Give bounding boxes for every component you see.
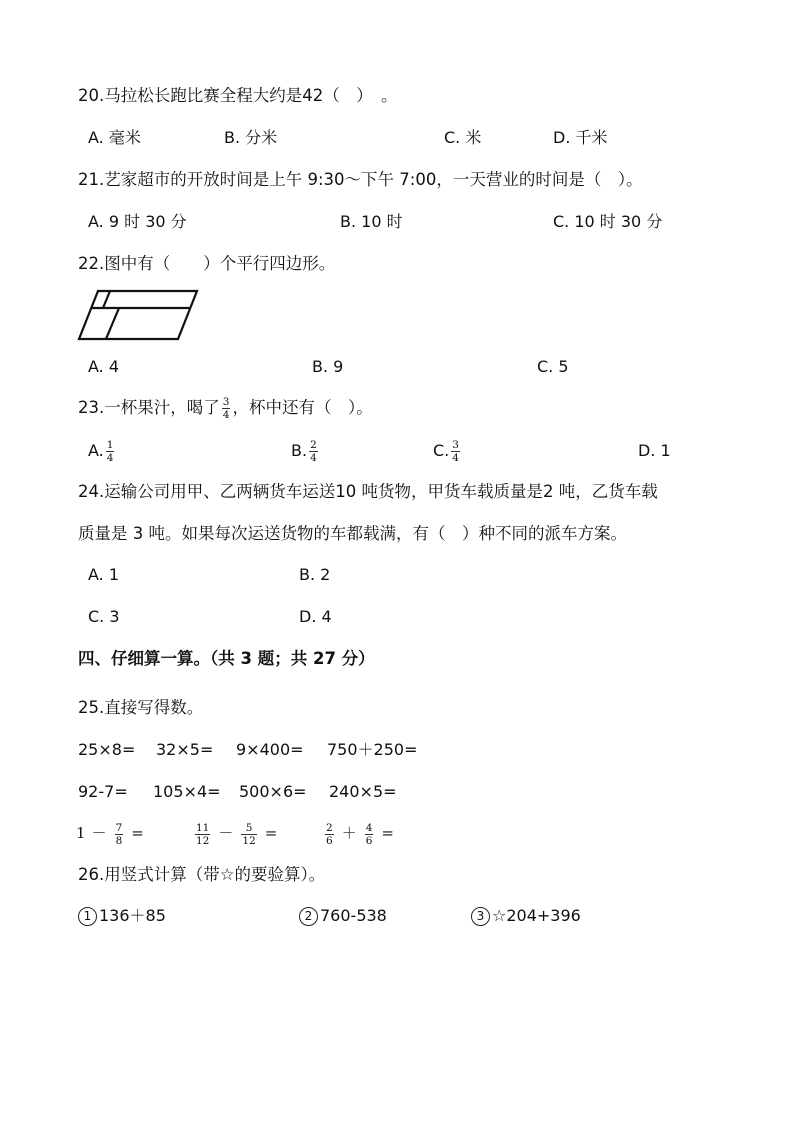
expr2-num1: 11 bbox=[196, 821, 210, 834]
q25-row3-expr3 bbox=[323, 816, 400, 850]
expr1-den: 8 bbox=[115, 834, 123, 847]
q23-option-b[interactable] bbox=[291, 436, 320, 466]
q23-option-a-num: 1 bbox=[106, 439, 114, 451]
q25-row2-item2: 105×4= bbox=[153, 782, 221, 801]
q23-option-c-fraction bbox=[451, 439, 460, 464]
q23-option-b-fraction bbox=[309, 439, 318, 464]
expr2-fraction2 bbox=[241, 822, 256, 847]
expr3-fraction1 bbox=[325, 822, 334, 847]
q23-text-before: 23.一杯果汁，喝了 bbox=[78, 398, 220, 417]
expr3-num2: 4 bbox=[365, 821, 373, 834]
q25-row1-item4: 750＋250= bbox=[327, 740, 418, 759]
expr1-lead: 1 bbox=[76, 824, 86, 842]
q25-row3-expr1 bbox=[76, 816, 150, 850]
q23-option-a-fraction bbox=[106, 439, 115, 464]
q23-option-a-label: A. bbox=[88, 441, 104, 460]
q26-item-3-expr: ☆204+396 bbox=[492, 906, 581, 925]
q26-text: 26.用竖式计算（带☆的要验算）。 bbox=[78, 865, 326, 884]
q23-fraction-num: 3 bbox=[222, 396, 230, 408]
expr2-den1: 12 bbox=[196, 834, 210, 847]
expr3-den1: 6 bbox=[326, 834, 333, 847]
circled-number-3: 3 bbox=[471, 907, 490, 926]
q24-option-c[interactable]: C. 3 bbox=[88, 607, 120, 626]
q25-row3-expr2 bbox=[193, 816, 283, 850]
q24-option-a[interactable]: A. 1 bbox=[88, 565, 120, 584]
q23-option-b-den: 4 bbox=[310, 452, 317, 464]
expr1-fraction bbox=[115, 822, 124, 847]
circled-number-2: 2 bbox=[299, 907, 318, 926]
q23-option-d[interactable]: D. 1 bbox=[638, 441, 671, 460]
q23-text-after: ，杯中还有（ ）。 bbox=[232, 398, 373, 417]
q25-row1-item2: 32×5= bbox=[156, 740, 214, 759]
expr1-op: － bbox=[91, 824, 107, 842]
expr3-fraction2 bbox=[365, 822, 374, 847]
q21-option-a[interactable]: A. 9 时 30 分 bbox=[88, 212, 187, 231]
expr1-num: 7 bbox=[115, 821, 123, 834]
q23-text bbox=[78, 393, 373, 423]
expr2-fraction1 bbox=[195, 822, 210, 847]
section-title: 四、仔细算一算。（共 3 题；共 27 分） bbox=[78, 649, 375, 668]
parallelogram-upper-slant bbox=[103, 291, 110, 308]
q23-option-b-label: B. bbox=[291, 441, 308, 460]
q23-option-c-den: 4 bbox=[452, 452, 459, 464]
q23-option-a[interactable] bbox=[88, 436, 116, 466]
q21-option-c[interactable]: C. 10 时 30 分 bbox=[553, 212, 663, 231]
q20-option-a[interactable]: A. 毫米 bbox=[88, 128, 141, 147]
q20-option-d[interactable]: D. 千米 bbox=[553, 128, 608, 147]
q26-item-3 bbox=[471, 906, 581, 926]
q25-text: 25.直接写得数。 bbox=[78, 698, 204, 717]
expr2-op: － bbox=[218, 824, 234, 842]
expr2-eq: = bbox=[264, 824, 278, 842]
parallelogram-figure bbox=[76, 288, 200, 342]
q26-item-2 bbox=[299, 906, 387, 926]
q24-option-b[interactable]: B. 2 bbox=[299, 565, 331, 584]
parallelogram-outline bbox=[79, 291, 197, 339]
q25-row1-item3: 9×400= bbox=[236, 740, 304, 759]
q20-option-b[interactable]: B. 分米 bbox=[224, 128, 278, 147]
q23-option-b-num: 2 bbox=[310, 439, 317, 451]
expr3-op: ＋ bbox=[341, 824, 357, 842]
q22-option-b[interactable]: B. 9 bbox=[312, 357, 344, 376]
expr3-den2: 6 bbox=[365, 834, 373, 847]
q26-item-2-expr: 760-538 bbox=[320, 906, 387, 925]
q23-option-c-num: 3 bbox=[452, 439, 459, 451]
q21-text: 21.艺家超市的开放时间是上午 9:30～下午 7:00，一天营业的时间是（ ）。 bbox=[78, 170, 643, 189]
q26-item-1-expr: 136＋85 bbox=[99, 906, 166, 925]
expr1-eq: = bbox=[131, 824, 144, 842]
q24-option-d[interactable]: D. 4 bbox=[299, 607, 332, 626]
q24-text-line2: 质量是 3 吨。如果每次运送货物的车都载满，有（ ）种不同的派车方案。 bbox=[78, 524, 627, 543]
circled-number-1: 1 bbox=[78, 907, 97, 926]
expr2-den2: 12 bbox=[242, 834, 256, 847]
q23-option-a-den: 4 bbox=[106, 452, 114, 464]
expr3-num1: 2 bbox=[326, 821, 333, 834]
q23-option-c[interactable] bbox=[433, 436, 462, 466]
expr2-num2: 5 bbox=[241, 822, 256, 835]
q20-text: 20.马拉松长跑比赛全程大约是42（ ） 。 bbox=[78, 86, 398, 105]
q23-fraction-den: 4 bbox=[222, 409, 230, 421]
q25-row1-item1: 25×8= bbox=[78, 740, 136, 759]
parallelogram-lower-slant bbox=[106, 308, 119, 339]
q23-option-c-label: C. bbox=[433, 441, 450, 460]
q22-option-c[interactable]: C. 5 bbox=[537, 357, 569, 376]
q22-option-a[interactable]: A. 4 bbox=[88, 357, 120, 376]
q20-option-c[interactable]: C. 米 bbox=[444, 128, 482, 147]
q25-row2-item4: 240×5= bbox=[329, 782, 397, 801]
q21-option-b[interactable]: B. 10 时 bbox=[340, 212, 403, 231]
expr3-eq: = bbox=[381, 824, 394, 842]
q25-row2-item3: 500×6= bbox=[239, 782, 307, 801]
q24-text-line1: 24.运输公司用甲、乙两辆货车运送10 吨货物，甲货车载质量是2 吨，乙货车载 bbox=[78, 482, 658, 501]
q22-text: 22.图中有（ ）个平行四边形。 bbox=[78, 254, 336, 273]
q26-item-1 bbox=[78, 906, 166, 926]
q25-row2-item1: 92-7= bbox=[78, 782, 128, 801]
q23-fraction bbox=[222, 396, 231, 421]
